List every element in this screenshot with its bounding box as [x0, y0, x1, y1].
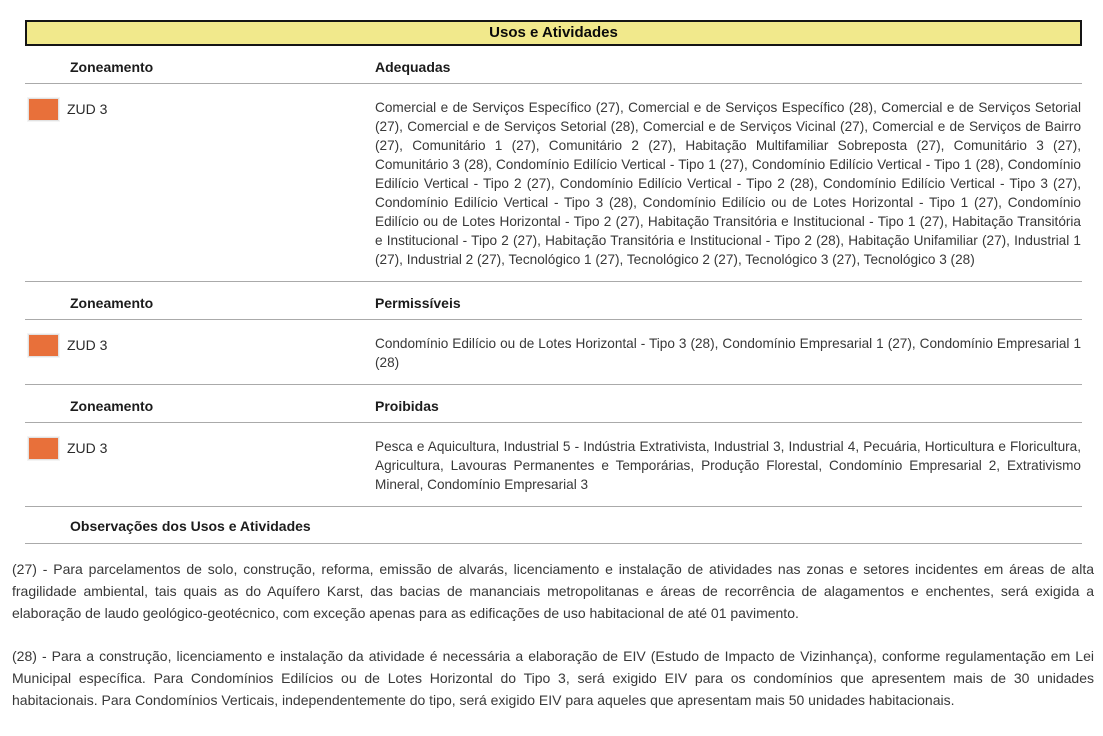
header-row-proibidas — [25, 384, 1082, 423]
column-header-zoneamento: Zoneamento — [70, 59, 154, 75]
section-header-adequadas: Adequadas — [375, 59, 451, 75]
zone-color-swatch — [28, 98, 59, 121]
uses-list-proibidas: Pesca e Aquicultura, Industrial 5 - Indústria Extrativista, Industrial 3, Industrial 4, Pecuária, Horticultura e Floricultura, Agricultura, Lavouras Permanentes e Temporárias, Produção Florestal, Condomínio Empresarial 2, Extrativismo Mineral, Condomínio Empresarial 3 — [375, 439, 1081, 492]
zone-cell — [25, 334, 375, 372]
zone-cell — [25, 98, 375, 269]
column-header-zoneamento: Zoneamento — [70, 398, 154, 414]
note-27: (27) - Para parcelamentos de solo, construção, reforma, emissão de alvarás, licenciamento e instalação de atividades nas zonas e setores incidentes em áreas de alta fragilidade ambiental, tais quais as do Aquífero Karst, das bacias de mananciais metropolitanas e áreas de recorrência de alagamentos e enchentes, será exigida a elaboração de laudo geológico-geotécnico, com exceção apenas para as edificações de uso habitacional de até 01 pavimento. — [12, 561, 1094, 621]
zoning-table — [25, 46, 1082, 544]
report-title-banner: Usos e Atividades — [25, 20, 1082, 46]
zone-cell — [25, 437, 375, 494]
section-header-proibidas: Proibidas — [375, 398, 439, 414]
section-header-permissiveis: Permissíveis — [375, 295, 461, 311]
header-row-permissiveis — [25, 281, 1082, 320]
zone-label: ZUD 3 — [67, 101, 108, 117]
observations-header: Observações dos Usos e Atividades — [25, 506, 1082, 544]
header-row-adequadas — [25, 46, 1082, 84]
uses-list-permissiveis: Condomínio Edilício ou de Lotes Horizontal - Tipo 3 (28), Condomínio Empresarial 1 (27), Condomínio Empresarial 1 (28) — [375, 336, 1081, 370]
uses-and-activities-report — [0, 20, 1103, 736]
zone-color-swatch — [28, 437, 59, 460]
table-row — [25, 423, 1082, 506]
zone-color-swatch — [28, 334, 59, 357]
note-28: (28) - Para a construção, licenciamento e instalação da atividade é necessária a elaboração de EIV (Estudo de Impacto de Vizinhança), conforme regulamentação em Lei Municipal específica. Para Condomínios Edilícios ou de Lotes Horizontal do Tipo 3, será exigido EIV para os condomínios que apresentem mais de 30 unidades habitacionais. Para Condomínios Verticais, independentemente do tipo, será exigido EIV para aqueles que apresentam mais 50 unidades habitacionais. — [12, 648, 1094, 708]
zone-label: ZUD 3 — [67, 337, 108, 353]
observations-notes — [12, 558, 1094, 711]
table-row — [25, 320, 1082, 384]
zone-label: ZUD 3 — [67, 440, 108, 456]
table-row — [25, 84, 1082, 281]
uses-list-adequadas: Comercial e de Serviços Específico (27), Comercial e de Serviços Específico (28), Comercial e de Serviços Setorial (27), Comercial e de Serviços Setorial (28), Comercial e de Serviços Vicinal (27), Comercial e de Serviços de Bairro (27), Comunitário 1 (27), Comunitário 2 (27), Habitação Multifamiliar Sobreposta (27), Comunitário 3 (27), Comunitário 3 (28), Condomínio Edilício Vertical - Tipo 1 (27), Condomínio Edilício Vertical - Tipo 1 (28), Condomínio Edilício Vertical - Tipo 2 (27), Condomínio Edilício Vertical - Tipo 2 (28), Condomínio Edilício Vertical - Tipo 3 (27), Condomínio Edilício Vertical - Tipo 3 (28), Condomínio Edilício ou de Lotes Horizontal - Tipo 1 (27), Condomínio Edilício ou de Lotes Horizontal - Tipo 2 (27), Habitação Transitória e Institucional - Tipo 1 (27), Habitação Transitória e Institucional - Tipo 2 (27), Habitação Transitória e Institucional - Tipo 2 (28), Habitação Unifamiliar (27), Industrial 1 (27), Industrial 2 (27), Tecnológico 1 (27), Tecnológico 2 (27), Tecnológico 3 (27), Tecnológico 3 (28) — [375, 100, 1081, 267]
column-header-zoneamento: Zoneamento — [70, 295, 154, 311]
